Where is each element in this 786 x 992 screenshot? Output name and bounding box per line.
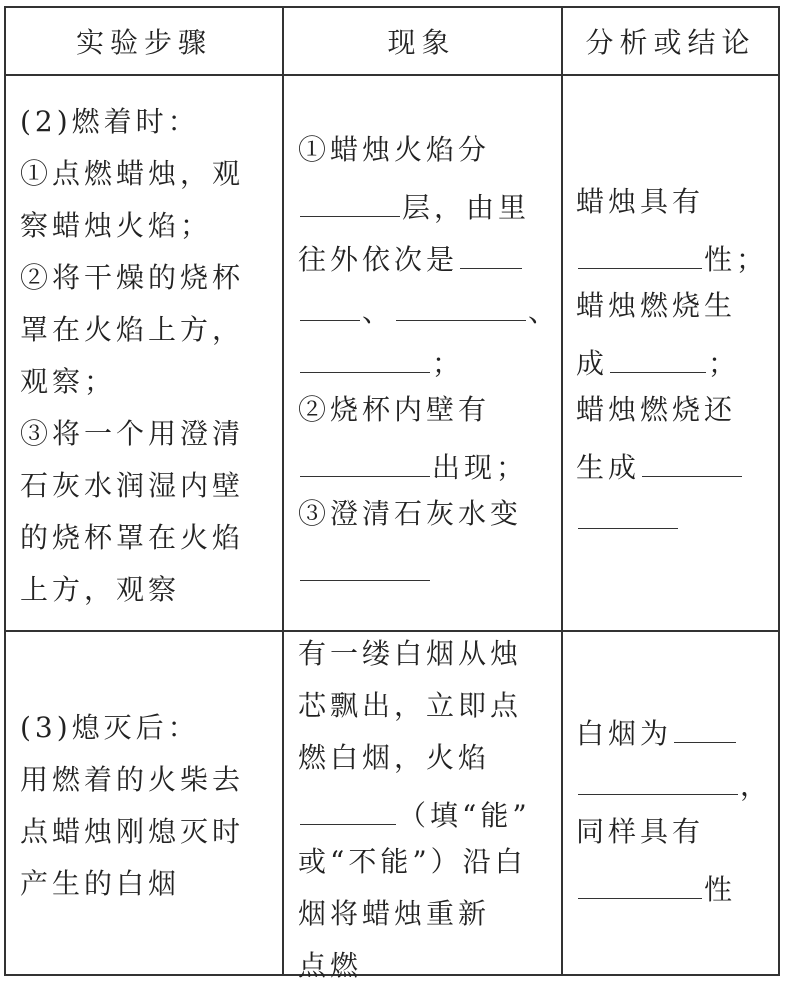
phenomenon-text: 芯飘出，立即点 — [298, 689, 523, 722]
phenomenon-text: 往外依次是 — [298, 243, 459, 276]
phenomenon-text: ； — [432, 347, 465, 380]
answer-blank[interactable] — [300, 280, 360, 321]
answer-blank[interactable] — [300, 540, 430, 581]
answer-blank[interactable] — [674, 702, 736, 743]
answer-blank[interactable] — [642, 436, 742, 477]
conclusion-text: 白烟为 — [576, 717, 673, 750]
step-line: 的烧杯罩在火焰 — [20, 521, 245, 554]
conclusion-text: 成 — [576, 347, 609, 380]
phenomenon-text: 燃白烟，火焰 — [298, 741, 491, 774]
answer-blank[interactable] — [578, 754, 738, 795]
step-line: (3)熄灭后： — [20, 711, 200, 744]
step-line: 察蜡烛火焰； — [20, 209, 213, 242]
step-line: 上方，观察 — [20, 573, 181, 606]
answer-blank[interactable] — [300, 176, 400, 217]
header-phenomena: 现象 — [387, 26, 456, 59]
step-line: ①点燃蜡烛，观 — [20, 157, 245, 190]
row-divider — [6, 74, 778, 76]
step-line: (2)燃着时： — [20, 105, 200, 138]
header-conclusion: 分析或结论 — [585, 26, 756, 59]
step-line: ③将一个用澄清 — [20, 417, 245, 450]
step-line: ②将干燥的烧杯 — [20, 261, 245, 294]
step-line: 石灰水润湿内壁 — [20, 469, 245, 502]
separator: 、 — [362, 295, 395, 328]
phenomenon-text: ③澄清石灰水变 — [298, 497, 523, 530]
conclusion-text: 蜡烛具有 — [576, 185, 705, 218]
phenomenon-text: ②烧杯内壁有 — [298, 393, 491, 426]
phenomenon-text: ①蜡烛火焰分 — [298, 133, 491, 166]
column-divider — [561, 8, 563, 974]
phenomenon-text: 烟将蜡烛重新 — [298, 897, 491, 930]
answer-blank[interactable] — [300, 332, 430, 373]
row3-conclusion-cell — [576, 702, 776, 910]
row2-steps-cell — [20, 96, 278, 616]
separator: 、 — [528, 295, 561, 328]
conclusion-text: 性 — [704, 873, 737, 906]
conclusion-text: ， — [740, 769, 773, 802]
conclusion-text: 性； — [704, 243, 769, 276]
column-divider — [282, 8, 284, 974]
answer-blank[interactable] — [300, 784, 396, 825]
step-line: 用燃着的火柴去 — [20, 763, 245, 796]
step-line: 点蜡烛刚熄灭时 — [20, 815, 245, 848]
answer-blank[interactable] — [578, 858, 702, 899]
answer-blank[interactable] — [300, 436, 430, 477]
answer-blank[interactable] — [396, 280, 526, 321]
conclusion-text: 蜡烛燃烧生 — [576, 289, 737, 322]
conclusion-text: ； — [708, 347, 741, 380]
answer-blank[interactable] — [578, 228, 702, 269]
row3-phenomena-cell — [298, 628, 556, 992]
conclusion-text: 生成 — [576, 451, 641, 484]
row2-phenomena-cell — [298, 124, 561, 592]
experiment-table — [4, 6, 780, 982]
phenomenon-text: 或“不能”）沿白 — [298, 845, 527, 878]
phenomenon-text: 有一缕白烟从烛 — [298, 637, 523, 670]
phenomenon-text: 层，由里 — [402, 191, 531, 224]
conclusion-text: 同样具有 — [576, 815, 705, 848]
answer-blank[interactable] — [610, 332, 706, 373]
phenomenon-text: 点燃 — [298, 949, 363, 982]
answer-blank[interactable] — [460, 228, 522, 269]
conclusion-text: 蜡烛燃烧还 — [576, 393, 737, 426]
header-steps: 实验步骤 — [75, 26, 212, 59]
row3-steps-cell — [20, 702, 278, 910]
step-line: 罩在火焰上方， — [20, 313, 245, 346]
step-line: 观察； — [20, 365, 117, 398]
phenomenon-text: 出现； — [432, 451, 529, 484]
phenomenon-text: （填“能” — [398, 799, 531, 832]
row2-conclusion-cell — [576, 176, 776, 540]
step-line: 产生的白烟 — [20, 867, 181, 900]
answer-blank[interactable] — [578, 488, 678, 529]
